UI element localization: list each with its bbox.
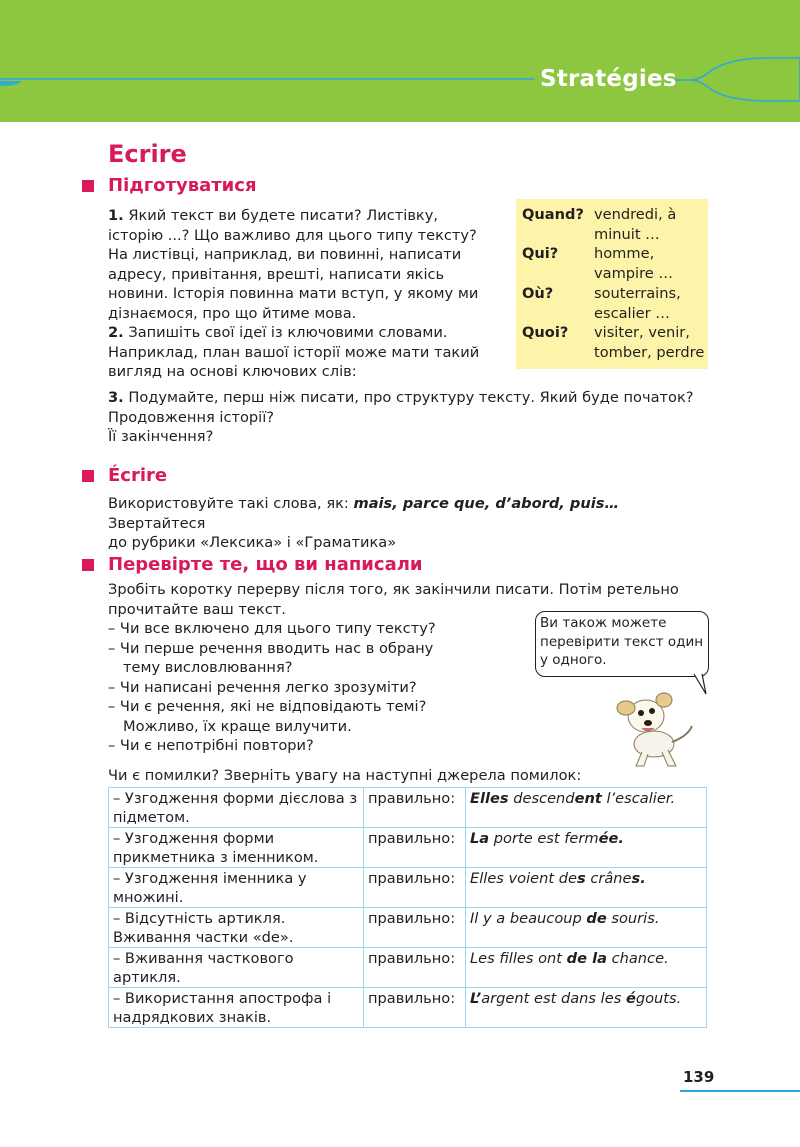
keyword-key: Quoi? [522, 324, 569, 341]
example-segment: souris. [606, 910, 660, 927]
text-line: адресу, привітання, врешті, написати якісь [108, 265, 445, 283]
error-issue-cell: – Узгодження іменника у множині. [109, 868, 364, 908]
header-decoration [0, 0, 800, 122]
question-line: тему висловлювання? [123, 659, 293, 676]
text-line: прочитайте ваш текст. [108, 600, 286, 618]
example-segment: s. [631, 870, 646, 887]
question-line: – Чи є непотрібні повтори? [108, 737, 314, 754]
speech-bubble-text: Ви також можете перевірити текст один у одного. [540, 615, 704, 668]
keyword-key: Où? [522, 285, 554, 302]
text-line: 3. Подумайте, перш ніж писати, про структуру тексту. Який буде початок? [108, 389, 694, 406]
write-text [108, 494, 708, 553]
example-segment: ent [574, 790, 602, 807]
check-questions [108, 619, 468, 756]
correct-label-cell: правильно: [364, 828, 466, 868]
text-line: Її закінчення? [108, 428, 214, 445]
keyword-value: visiter, venir, tomber, perdre [594, 324, 705, 361]
text-line: новини. Історія повинна мати вступ, у якому ми [108, 285, 479, 302]
table-row [109, 908, 707, 948]
text-line: історію ...? Що важливо для цього типу тексту? [108, 226, 477, 244]
keywords-box [516, 199, 708, 369]
bullet-square [82, 559, 94, 571]
example-cell [466, 988, 707, 1028]
example-segment: de [586, 910, 607, 927]
bullet-square [82, 470, 94, 482]
section-heading-write: Écrire [108, 465, 168, 486]
error-issue-cell: – Відсутність артикля. Вживання частки «de». [109, 908, 364, 948]
dog-mascot-icon [608, 686, 698, 770]
keyword-value: homme, vampire … [594, 245, 674, 282]
text-line-content: Подумайте, перш ніж писати, про структуру тексту. Який буде початок? [128, 389, 694, 406]
prepare-step3 [108, 388, 708, 447]
correct-label-cell: правильно: [364, 788, 466, 828]
example-segment: Il y a beaucoup [470, 910, 587, 927]
page-number: 139 [683, 1068, 715, 1086]
text-segment: Звертайтеся [108, 514, 206, 532]
page-title: Ecrire [108, 140, 187, 168]
example-segment: Elles voient de [470, 870, 578, 887]
text-line: 2. Запишіть свої ідеї із ключовими словами. [108, 324, 448, 341]
text-line: На листівці, наприклад, ви повинні, написати [108, 246, 462, 263]
section-heading-prepare: Підготуватися [108, 175, 257, 196]
example-segment: s [577, 870, 586, 887]
example-segment: porte est ferm [489, 830, 599, 847]
example-segment: Les filles ont [470, 950, 567, 967]
text-line: до рубрики «Лексика» і «Граматика» [108, 534, 397, 551]
bullet-square [82, 180, 94, 192]
text-segment: Використовуйте такі слова, як: [108, 495, 354, 512]
section-title: Stratégies [540, 66, 677, 92]
table-row [109, 788, 707, 828]
example-segment: gouts. [635, 990, 682, 1007]
example-segment: Elles [470, 790, 509, 807]
keyword-value: souterrains, escalier … [594, 285, 681, 322]
keyword-value: vendredi, à minuit … [594, 206, 677, 243]
example-segment: chance. [606, 950, 669, 967]
error-issue-cell: – Використання апострофа і надрядкових знаків. [109, 988, 364, 1028]
error-issue-cell: – Узгодження форми прикметника з іменником. [109, 828, 364, 868]
text-line: 1. Який текст ви будете писати? Листівку, [108, 207, 439, 224]
example-segment: argent est dans les [481, 990, 626, 1007]
example-cell [466, 788, 707, 828]
errors-intro: Чи є помилки? Зверніть увагу на наступні джерела помилок: [108, 767, 582, 784]
error-issue-cell: – Вживання часткового артикля. [109, 948, 364, 988]
example-segment: l’escalier. [601, 790, 676, 807]
keyword-list: mais, parce que, d’abord, puis… [353, 495, 620, 512]
example-cell [466, 908, 707, 948]
example-segment: é [625, 990, 636, 1007]
prepare-text [108, 206, 508, 382]
correct-label-cell: правильно: [364, 868, 466, 908]
table-row [109, 868, 707, 908]
error-issue-cell: – Узгодження форми дієслова з підметом. [109, 788, 364, 828]
correct-label-cell: правильно: [364, 948, 466, 988]
question-line: – Чи є речення, які не відповідають темі? [108, 698, 427, 715]
text-line: вигляд на основі ключових слів: [108, 363, 357, 380]
text-line: дізнаємося, про що йтиме мова. [108, 304, 357, 322]
table-row [109, 988, 707, 1028]
example-segment: ée. [598, 830, 624, 847]
text-line: Продовження історії? [108, 408, 275, 426]
section-heading-check: Перевірте те, що ви написали [108, 554, 423, 575]
example-cell [466, 948, 707, 988]
question-line: – Чи перше речення вводить нас в обрану [108, 639, 434, 657]
example-cell [466, 828, 707, 868]
errors-table [108, 787, 707, 1028]
text-line: Наприклад, план вашої історії може мати такий [108, 343, 480, 361]
keyword-key: Qui? [522, 245, 559, 262]
example-segment: descend [508, 790, 575, 807]
example-cell [466, 868, 707, 908]
text-line-content: Який текст ви будете писати? Листівку, [128, 207, 439, 224]
table-row [109, 828, 707, 868]
correct-label-cell: правильно: [364, 988, 466, 1028]
header-banner [0, 0, 800, 122]
keyword-key: Quand? [522, 206, 584, 223]
page-number-underline [680, 1090, 800, 1092]
text-line-content: Запишіть свої ідеї із ключовими словами. [128, 324, 448, 341]
correct-label-cell: правильно: [364, 908, 466, 948]
question-line: – Чи написані речення легко зрозуміти? [108, 678, 417, 696]
question-line: Можливо, їх краще вилучити. [123, 717, 352, 735]
example-segment: de la [566, 950, 607, 967]
text-line: Зробіть коротку перерву після того, як закінчили писати. Потім ретельно [108, 581, 679, 598]
question-line: – Чи все включено для цього типу тексту? [108, 620, 436, 637]
example-segment: crâne [585, 870, 632, 887]
example-segment: La [470, 830, 490, 847]
text-line [108, 494, 708, 533]
table-row [109, 948, 707, 988]
example-segment: L’ [470, 990, 482, 1007]
